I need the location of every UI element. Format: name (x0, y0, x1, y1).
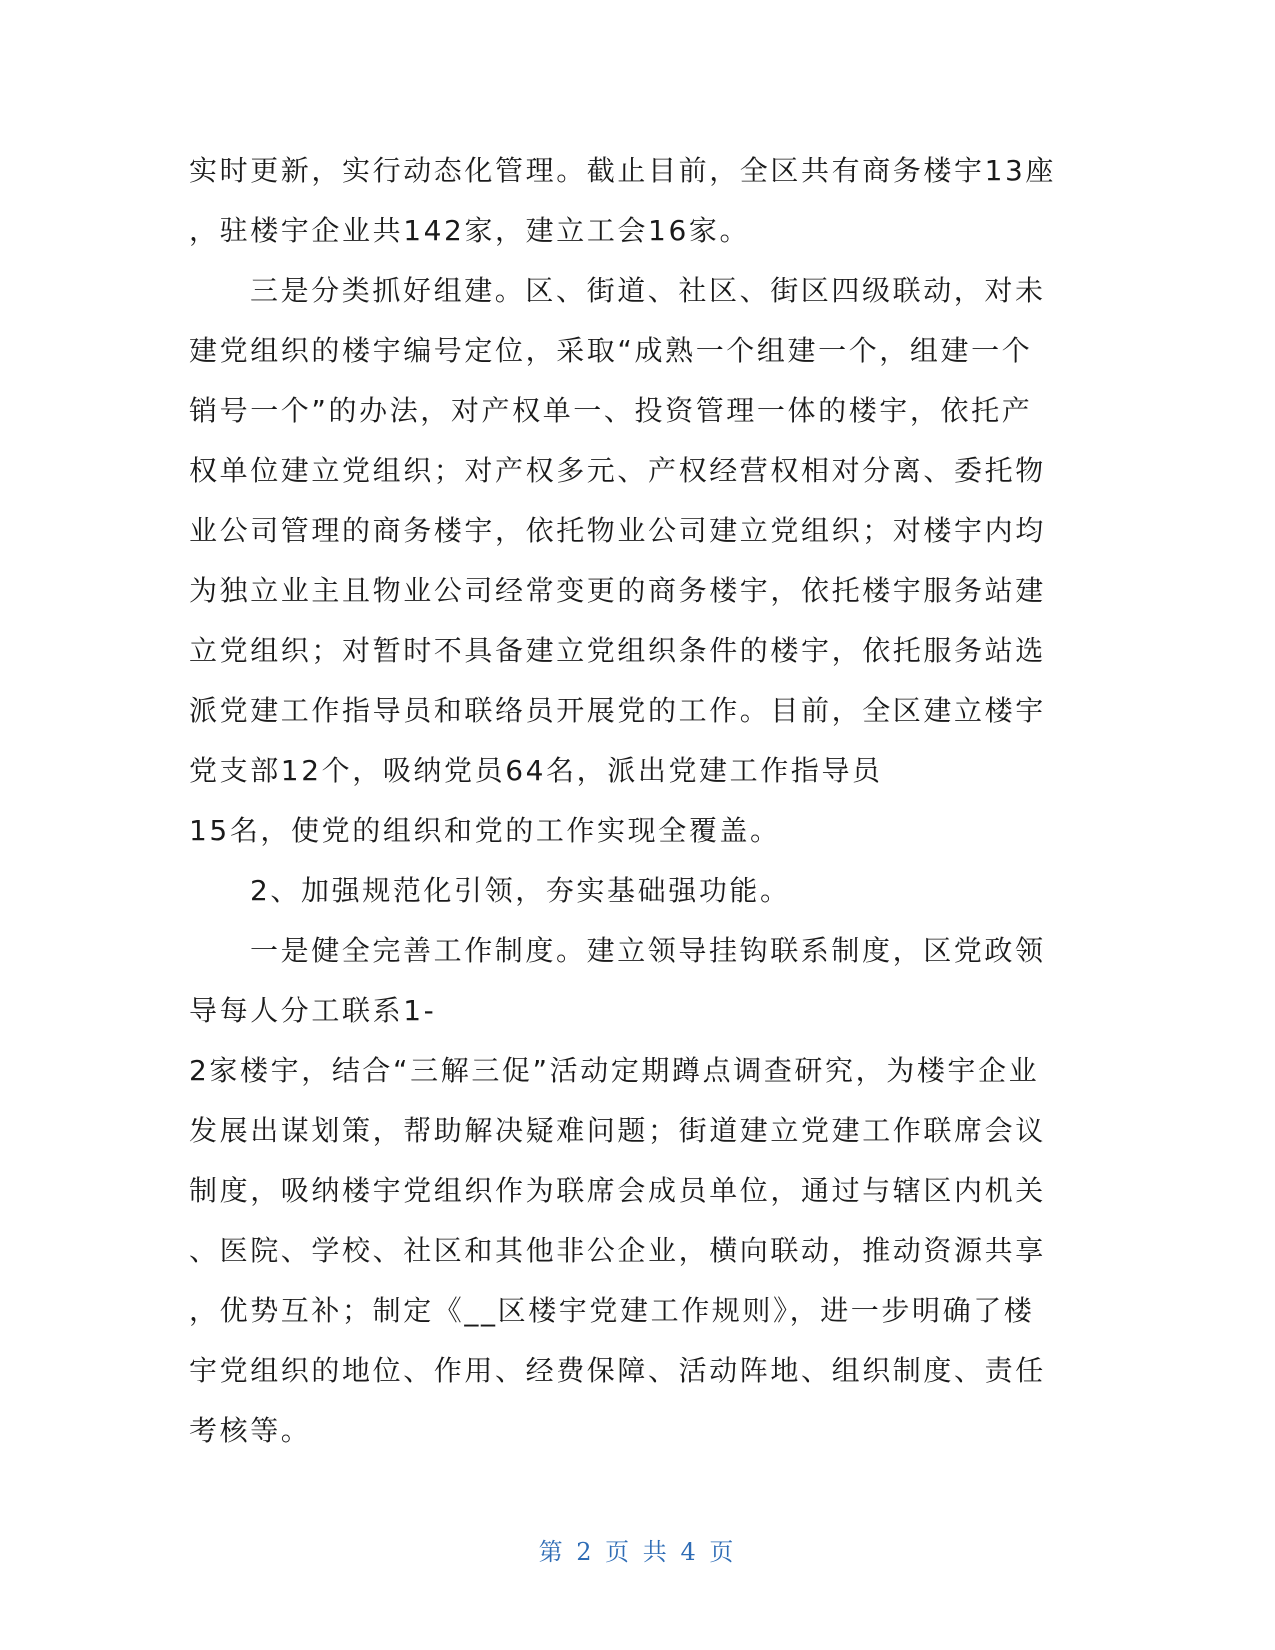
text-line: 党支部12个，吸纳党员64名，派出党建工作指导员 (189, 754, 883, 787)
text-line: 、医院、学校、社区和其他非公企业，横向联动，推动资源共享 (189, 1234, 1046, 1267)
text-line: 宇党组织的地位、作用、经费保障、活动阵地、组织制度、责任 (189, 1354, 1046, 1387)
text-line: 实时更新，实行动态化管理。截止目前，全区共有商务楼宇13座 (189, 154, 1057, 187)
text-line: 导每人分工联系1- (189, 994, 437, 1027)
text-line: 建党组织的楼宇编号定位，采取“成熟一个组建一个，组建一个 (189, 334, 1033, 367)
text-line: ，驻楼宇企业共142家，建立工会16家。 (189, 214, 751, 247)
text-line: 为独立业主且物业公司经常变更的商务楼宇，依托楼宇服务站建 (189, 574, 1046, 607)
text-line: 2家楼宇，结合“三解三促”活动定期蹲点调查研究，为楼宇企业 (189, 1054, 1040, 1087)
text-line: 派党建工作指导员和联络员开展党的工作。目前，全区建立楼宇 (189, 694, 1046, 727)
text-line: 一是健全完善工作制度。建立领导挂钩联系制度，区党政领 (250, 934, 1046, 967)
text-line: 15名，使党的组织和党的工作实现全覆盖。 (189, 814, 781, 847)
text-line: 发展出谋划策，帮助解决疑难问题；街道建立党建工作联席会议 (189, 1114, 1046, 1147)
text-line: 立党组织；对暂时不具备建立党组织条件的楼宇，依托服务站选 (189, 634, 1046, 667)
text-line: 考核等。 (189, 1414, 312, 1447)
text-line: 三是分类抓好组建。区、街道、社区、街区四级联动，对未 (250, 274, 1046, 307)
text-line: 制度，吸纳楼宇党组织作为联席会成员单位，通过与辖区内机关 (189, 1174, 1046, 1207)
page-number-footer: 第 2 页 共 4 页 (538, 1538, 737, 1566)
text-line: 权单位建立党组织；对产权多元、产权经营权相对分离、委托物 (189, 454, 1046, 487)
text-line: 销号一个”的办法，对产权单一、投资管理一体的楼宇，依托产 (189, 394, 1033, 427)
text-line: 业公司管理的商务楼宇，依托物业公司建立党组织；对楼宇内均 (189, 514, 1046, 547)
section-heading: 2、加强规范化引领，夯实基础强功能。 (250, 874, 791, 907)
text-line: ，优势互补；制定《__区楼宇党建工作规则》，进一步明确了楼 (189, 1294, 1035, 1327)
